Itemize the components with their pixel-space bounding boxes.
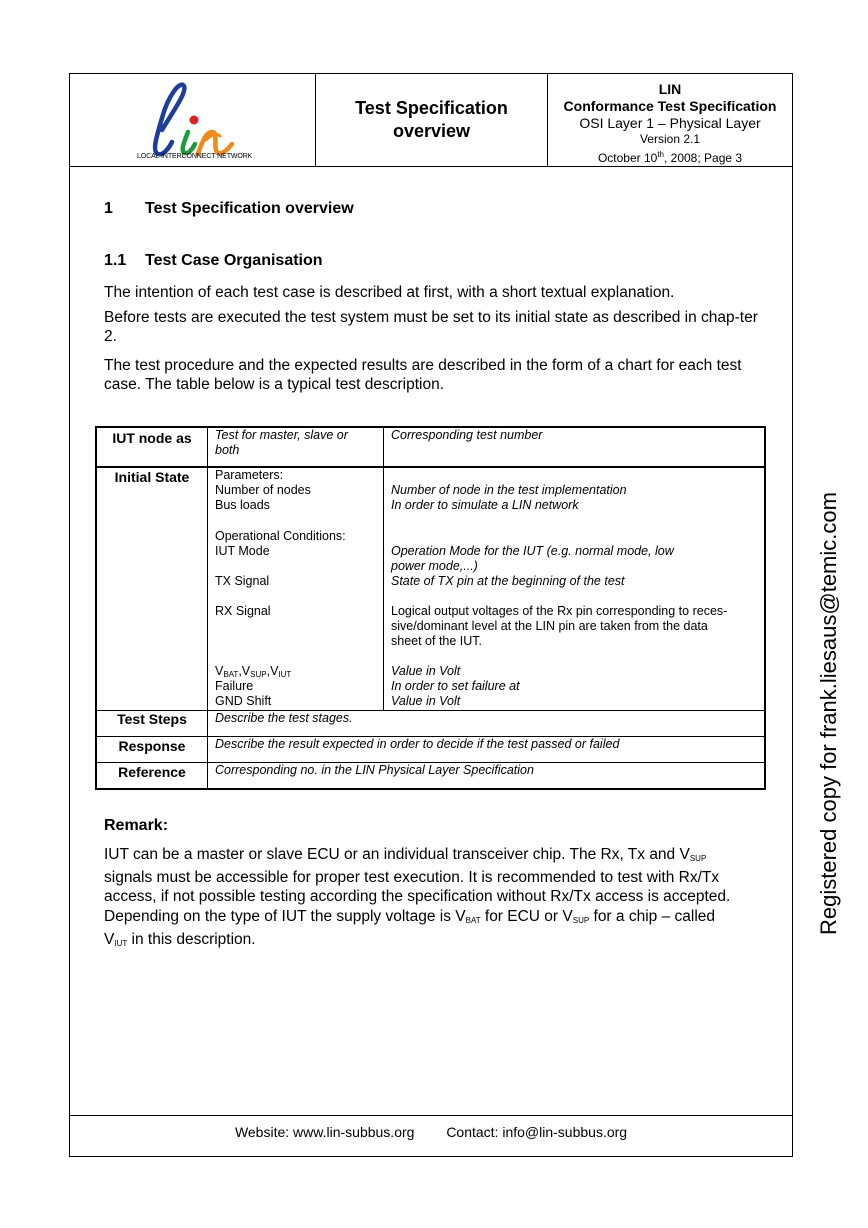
registered-copy-watermark: Registered copy for frank.liesaus@temic.com [816, 492, 841, 935]
header-info-version: Version 2.1 [639, 132, 701, 146]
cell-iut-col3: Corresponding test number [391, 428, 543, 442]
footer-divider [70, 1115, 792, 1116]
row-label-iut-node: IUT node as [112, 430, 192, 446]
table-col-divider-1 [207, 428, 208, 788]
remark-heading: Remark: [104, 817, 169, 834]
header-info-date: October 10th, 2008; Page 3 [597, 150, 743, 165]
cell-voltages: $V_{BAT},V_{SUP},V_{IUT}$ [215, 664, 292, 679]
row-label-initial-state: Initial State [114, 469, 190, 485]
cell-response-desc: Describe the result expected in order to decide if the test passed or failed [215, 737, 620, 751]
header-title-line2: overview [392, 121, 471, 141]
cell-voltages-desc: Value in Volt [391, 664, 461, 678]
cell-rx-desc3: sheet of the IUT. [391, 634, 483, 648]
cell-parameters: Parameters: [215, 468, 284, 482]
paragraph-intro: The intention of each test case is described at first, with a short textual explanation. [104, 284, 675, 301]
cell-rx-desc2: sive/dominant level at the LIN pin are taken from the data [391, 619, 708, 633]
paragraph-initial-state: Before tests are executed the test system must be set to its initial state as described in chap-ter 2. [104, 309, 758, 345]
header-info-layer: OSI Layer 1 – Physical Layer [579, 115, 761, 131]
cell-steps-desc: Describe the test stages. [215, 711, 353, 725]
row-label-reference: Reference [118, 764, 186, 780]
header-info-doc: Conformance Test Specification [563, 98, 777, 114]
subsection-heading: 1.1 Test Case Organisation [104, 252, 323, 269]
cell-tx-desc: State of TX pin at the beginning of the test [391, 574, 625, 588]
footer-contact: Contact: info@lin-subbus.org [446, 1124, 628, 1140]
footer-website: Website: www.lin-subbus.org [234, 1124, 415, 1140]
cell-gnd-desc: Value in Volt [391, 694, 461, 708]
header-title-line1: Test Specification [355, 98, 508, 118]
logo-cell [70, 74, 316, 166]
test-description-table [95, 426, 766, 790]
cell-busloads-desc: In order to simulate a LIN network [391, 498, 579, 512]
page-footer [70, 1124, 792, 1140]
section-heading: 1 Test Specification overview [104, 200, 354, 217]
table-row-divider [97, 466, 764, 468]
cell-iutmode: IUT Mode [215, 544, 270, 558]
cell-nodes-desc: Number of node in the test implementation [391, 483, 627, 497]
cell-iut-col2-line2: both [215, 443, 240, 457]
cell-rx: RX Signal [215, 604, 271, 618]
cell-nodes: Number of nodes [215, 483, 311, 497]
cell-tx: TX Signal [215, 574, 270, 588]
header-title [316, 74, 548, 166]
cell-iutmode-desc1: Operation Mode for the IUT (e.g. normal mode, low [391, 544, 674, 558]
cell-reference-desc: Corresponding no. in the LIN Physical Layer Specification [215, 763, 534, 777]
cell-rx-desc1: Logical output voltages of the Rx pin corresponding to reces- [391, 604, 728, 618]
lin-logo [132, 80, 252, 164]
page-header [70, 74, 792, 167]
header-info-lin: LIN [658, 81, 682, 97]
paragraph-procedure: The test procedure and the expected results are described in the form of a chart for each test case. The table below is a typical test description. [104, 357, 742, 393]
cell-failure: Failure [215, 679, 254, 693]
remark-paragraph-1: IUT can be a master or slave ECU or an individual transceiver chip. The Rx, Tx and $V_{SUP}$ signals must be accessible for proper test execution. It is recommended to test with Rx/Tx access, if not possible testing according the specification without Rx/Tx access is accepted. [104, 846, 731, 905]
table-col-divider-3 [383, 468, 384, 711]
header-info [548, 74, 792, 166]
remark-paragraph-2: Depending on the type of IUT the supply voltage is $V_{BAT}$ for ECU or $V_{SUP}$ for a chip – called $V_{IUT}$ in this description. [104, 908, 715, 948]
logo-subtitle: LOCAL INTERCONNECT NETWORK [137, 153, 253, 160]
row-label-test-steps: Test Steps [117, 711, 187, 727]
cell-iut-col2-line1: Test for master, slave or [215, 428, 348, 442]
cell-iutmode-desc2: power mode,...) [391, 559, 478, 573]
cell-gnd: GND Shift [215, 694, 272, 708]
cell-failure-desc: In order to set failure at [391, 679, 520, 693]
row-label-response: Response [118, 738, 186, 754]
cell-opcond: Operational Conditions: [215, 529, 346, 543]
table-col-divider-2 [383, 428, 384, 468]
cell-busloads: Bus loads [215, 498, 270, 512]
